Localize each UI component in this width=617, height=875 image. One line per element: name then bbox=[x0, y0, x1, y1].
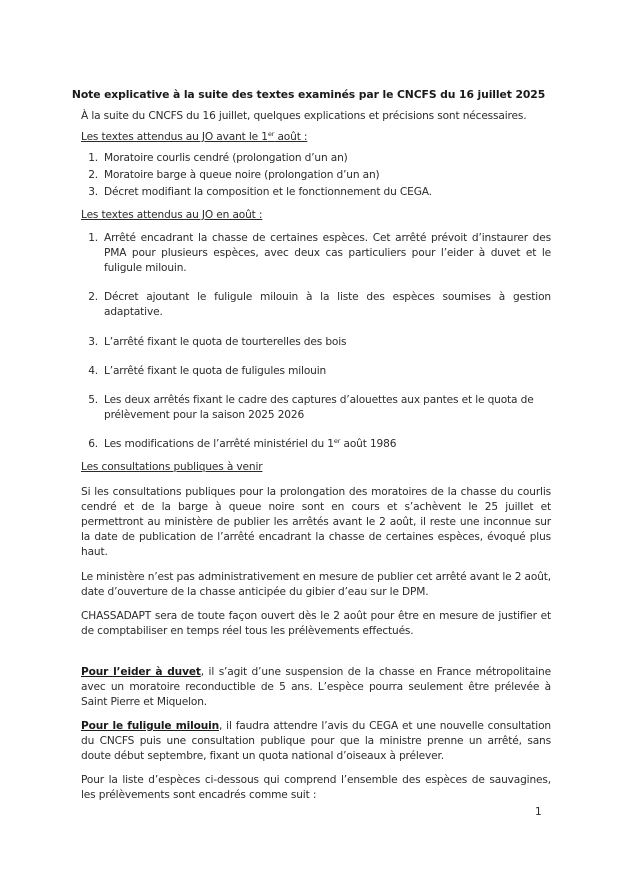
paragraph-consultations: Si les consultations publiques pour la prolongation des moratoires de la chasse du courlis cendré et de la barge à queue noire sont en cours et s’achèvent le 25 juillet et permettront au ministère de publier les arrêtés avant le 2 août, il reste une inconnue sur la date de publication de l’arrêté encadrant la chasse de certaines espèces, évoqué plus haut. bbox=[81, 486, 551, 558]
list-number: 4. bbox=[88, 365, 98, 377]
paragraph-closing: Pour la liste d’espèces ci-dessous qui comprend l’ensemble des espèces de sauvagines, les prélèvements sont encadrés comme suit : bbox=[81, 774, 551, 801]
list-item bbox=[88, 335, 551, 350]
heading-text: Les textes attendus au JO avant le 1 bbox=[81, 131, 268, 143]
list-number: 5. bbox=[88, 394, 98, 406]
eider-label: Pour l’eider à duvet bbox=[81, 666, 201, 678]
list-item bbox=[88, 185, 551, 200]
list-text: L’arrêté fixant le quota de tourterelles des bois bbox=[104, 336, 347, 348]
list-number: 3. bbox=[88, 186, 98, 198]
intro-paragraph: À la suite du CNCFS du 16 juillet, quelques explications et précisions sont nécessaires. bbox=[81, 110, 527, 122]
heading-superscript: er bbox=[267, 130, 275, 138]
list-text: L’arrêté fixant le quota de fuligules milouin bbox=[104, 365, 327, 377]
list-item bbox=[88, 290, 551, 320]
list-number: 2. bbox=[88, 169, 98, 181]
list-item bbox=[88, 364, 551, 379]
list-text: Les modifications de l’arrêté ministériel du 1 bbox=[104, 438, 334, 450]
list-text: Les deux arrêtés fixant le cadre des captures d’alouettes aux pantes et le quota de prélèvement pour la saison 2025 2026 bbox=[104, 394, 534, 421]
list-number: 3. bbox=[88, 336, 98, 348]
list-text: Moratoire barge à queue noire (prolongation d’un an) bbox=[104, 169, 380, 181]
fuligule-label: Pour le fuligule milouin bbox=[81, 720, 219, 732]
list-number: 1. bbox=[88, 152, 98, 164]
list-text-end: août 1986 bbox=[340, 438, 397, 450]
heading-text-end: août : bbox=[274, 131, 308, 143]
list-number: 6. bbox=[88, 438, 98, 450]
section-heading-august: Les textes attendus au JO en août : bbox=[81, 209, 263, 221]
list-text: Moratoire courlis cendré (prolongation d’un an) bbox=[104, 152, 348, 164]
section-heading-before-august bbox=[81, 130, 551, 145]
list-item bbox=[88, 393, 551, 423]
list-text: Décret ajoutant le fuligule milouin à la liste des espèces soumises à gestion adaptative. bbox=[104, 291, 551, 318]
section-heading-consultations: Les consultations publiques à venir bbox=[81, 461, 263, 473]
list-item bbox=[88, 168, 551, 183]
paragraph-eider bbox=[81, 665, 551, 710]
paragraph-chassadapt: CHASSADAPT sera de toute façon ouvert dès le 2 août pour être en mesure de justifier et de comptabiliser en temps réel tous les prélèvements effectués. bbox=[81, 610, 551, 637]
list-number: 1. bbox=[88, 232, 98, 244]
page-number: 1 bbox=[535, 806, 542, 818]
fuligule-text: , il faudra attendre l’avis du CEGA et une nouvelle consultation du CNCFS puis une consultation publique pour que la ministre prenne un arrêté, sans doute début septembre, fixant un quota national d’oiseaux à prélever. bbox=[81, 720, 551, 762]
list-number: 2. bbox=[88, 291, 98, 303]
list-item bbox=[88, 231, 551, 276]
list-item bbox=[88, 437, 551, 452]
list-text: Décret modifiant la composition et le fonctionnement du CEGA. bbox=[104, 186, 432, 198]
list-superscript: er bbox=[333, 437, 341, 445]
document-title: Note explicative à la suite des textes examinés par le CNCFS du 16 juillet 2025 bbox=[71, 88, 546, 101]
eider-text: , il s’agit d’une suspension de la chasse en France métropolitaine avec un moratoire reconductible de 5 ans. L’espèce pourra seulement être prélevée à Saint Pierre et Miquelon. bbox=[81, 666, 551, 708]
list-text: Arrêté encadrant la chasse de certaines espèces. Cet arrêté prévoit d’instaurer des PMA pour plusieurs espèces, avec deux cas particuliers pour l’eider à duvet et le fuligule milouin. bbox=[104, 232, 551, 274]
list-item bbox=[88, 151, 551, 166]
paragraph-ministere: Le ministère n’est pas administrativement en mesure de publier cet arrêté avant le 2 août, date d’ouverture de la chasse anticipée du gibier d’eau sur le DPM. bbox=[81, 571, 551, 598]
paragraph-fuligule bbox=[81, 719, 551, 764]
